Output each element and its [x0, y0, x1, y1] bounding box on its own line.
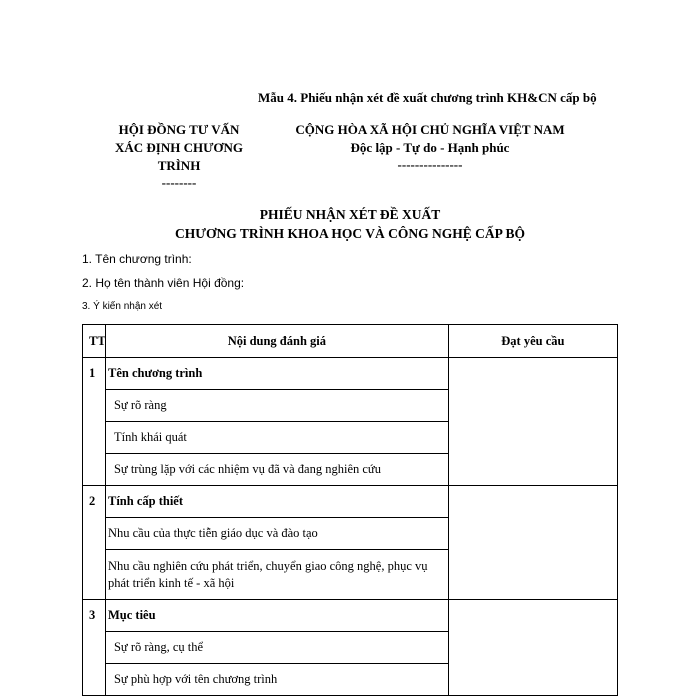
council-line: HỘI ĐỒNG TƯ VẤN	[118, 122, 240, 137]
table-row	[83, 358, 618, 390]
council-line: TRÌNH	[157, 158, 201, 173]
document-title	[90, 205, 610, 243]
opinion-label: 3. Ý kiến nhận xét	[82, 301, 163, 312]
criterion: Sự phù hợp với tên chương trình	[105, 664, 448, 696]
section-number: 1	[83, 358, 106, 486]
evaluation-table	[82, 324, 618, 696]
meets-requirement-cell[interactable]	[448, 486, 617, 600]
council-header	[100, 121, 258, 191]
table-header-row	[83, 325, 618, 358]
header-content: Nội dung đánh giá	[105, 325, 448, 358]
header-tt: TT	[83, 325, 106, 358]
meets-requirement-cell[interactable]	[448, 358, 617, 486]
criterion: Tính khái quát	[105, 422, 448, 454]
title-line-2: CHƯƠNG TRÌNH KHOA HỌC VÀ CÔNG NGHỆ CẤP BỘ	[174, 226, 526, 241]
criterion: Nhu cầu nghiên cứu phát triển, chuyển giao công nghệ, phục vụ phát triển kinh tế - xã hội	[105, 550, 448, 600]
title-line-1: PHIẾU NHẬN XÉT ĐỀ XUẤT	[259, 207, 441, 222]
member-name-field: 2. Họ tên thành viên Hội đồng:	[82, 276, 245, 290]
meets-requirement-cell[interactable]	[448, 600, 617, 696]
form-number: Mẫu 4. Phiếu nhận xét đề xuất chương trình KH&CN cấp bộ	[258, 90, 597, 105]
criterion: Nhu cầu của thực tiễn giáo dục và đào tạo	[105, 518, 448, 550]
criterion: Sự rõ ràng, cụ thể	[105, 632, 448, 664]
table-row	[83, 486, 618, 518]
council-line: XÁC ĐỊNH CHƯƠNG	[114, 140, 244, 155]
republic-name: CỘNG HÒA XÃ HỘI CHỦ NGHĨA VIỆT NAM	[295, 122, 565, 137]
section-name: Mục tiêu	[105, 600, 448, 632]
section-number: 3	[83, 600, 106, 696]
motto-divider: ---------------	[397, 157, 463, 172]
criterion: Sự rõ ràng	[105, 390, 448, 422]
national-header	[275, 121, 585, 173]
criterion: Sự trùng lặp với các nhiệm vụ đã và đang nghiên cứu	[105, 454, 448, 486]
table-row	[83, 600, 618, 632]
national-motto: Độc lập - Tự do - Hạnh phúc	[350, 140, 510, 155]
section-name: Tên chương trình	[105, 358, 448, 390]
program-name-field: 1. Tên chương trình:	[82, 252, 192, 266]
section-name: Tính cấp thiết	[105, 486, 448, 518]
council-divider: --------	[161, 175, 197, 190]
section-number: 2	[83, 486, 106, 600]
header-meets-requirement: Đạt yêu cầu	[448, 325, 617, 358]
